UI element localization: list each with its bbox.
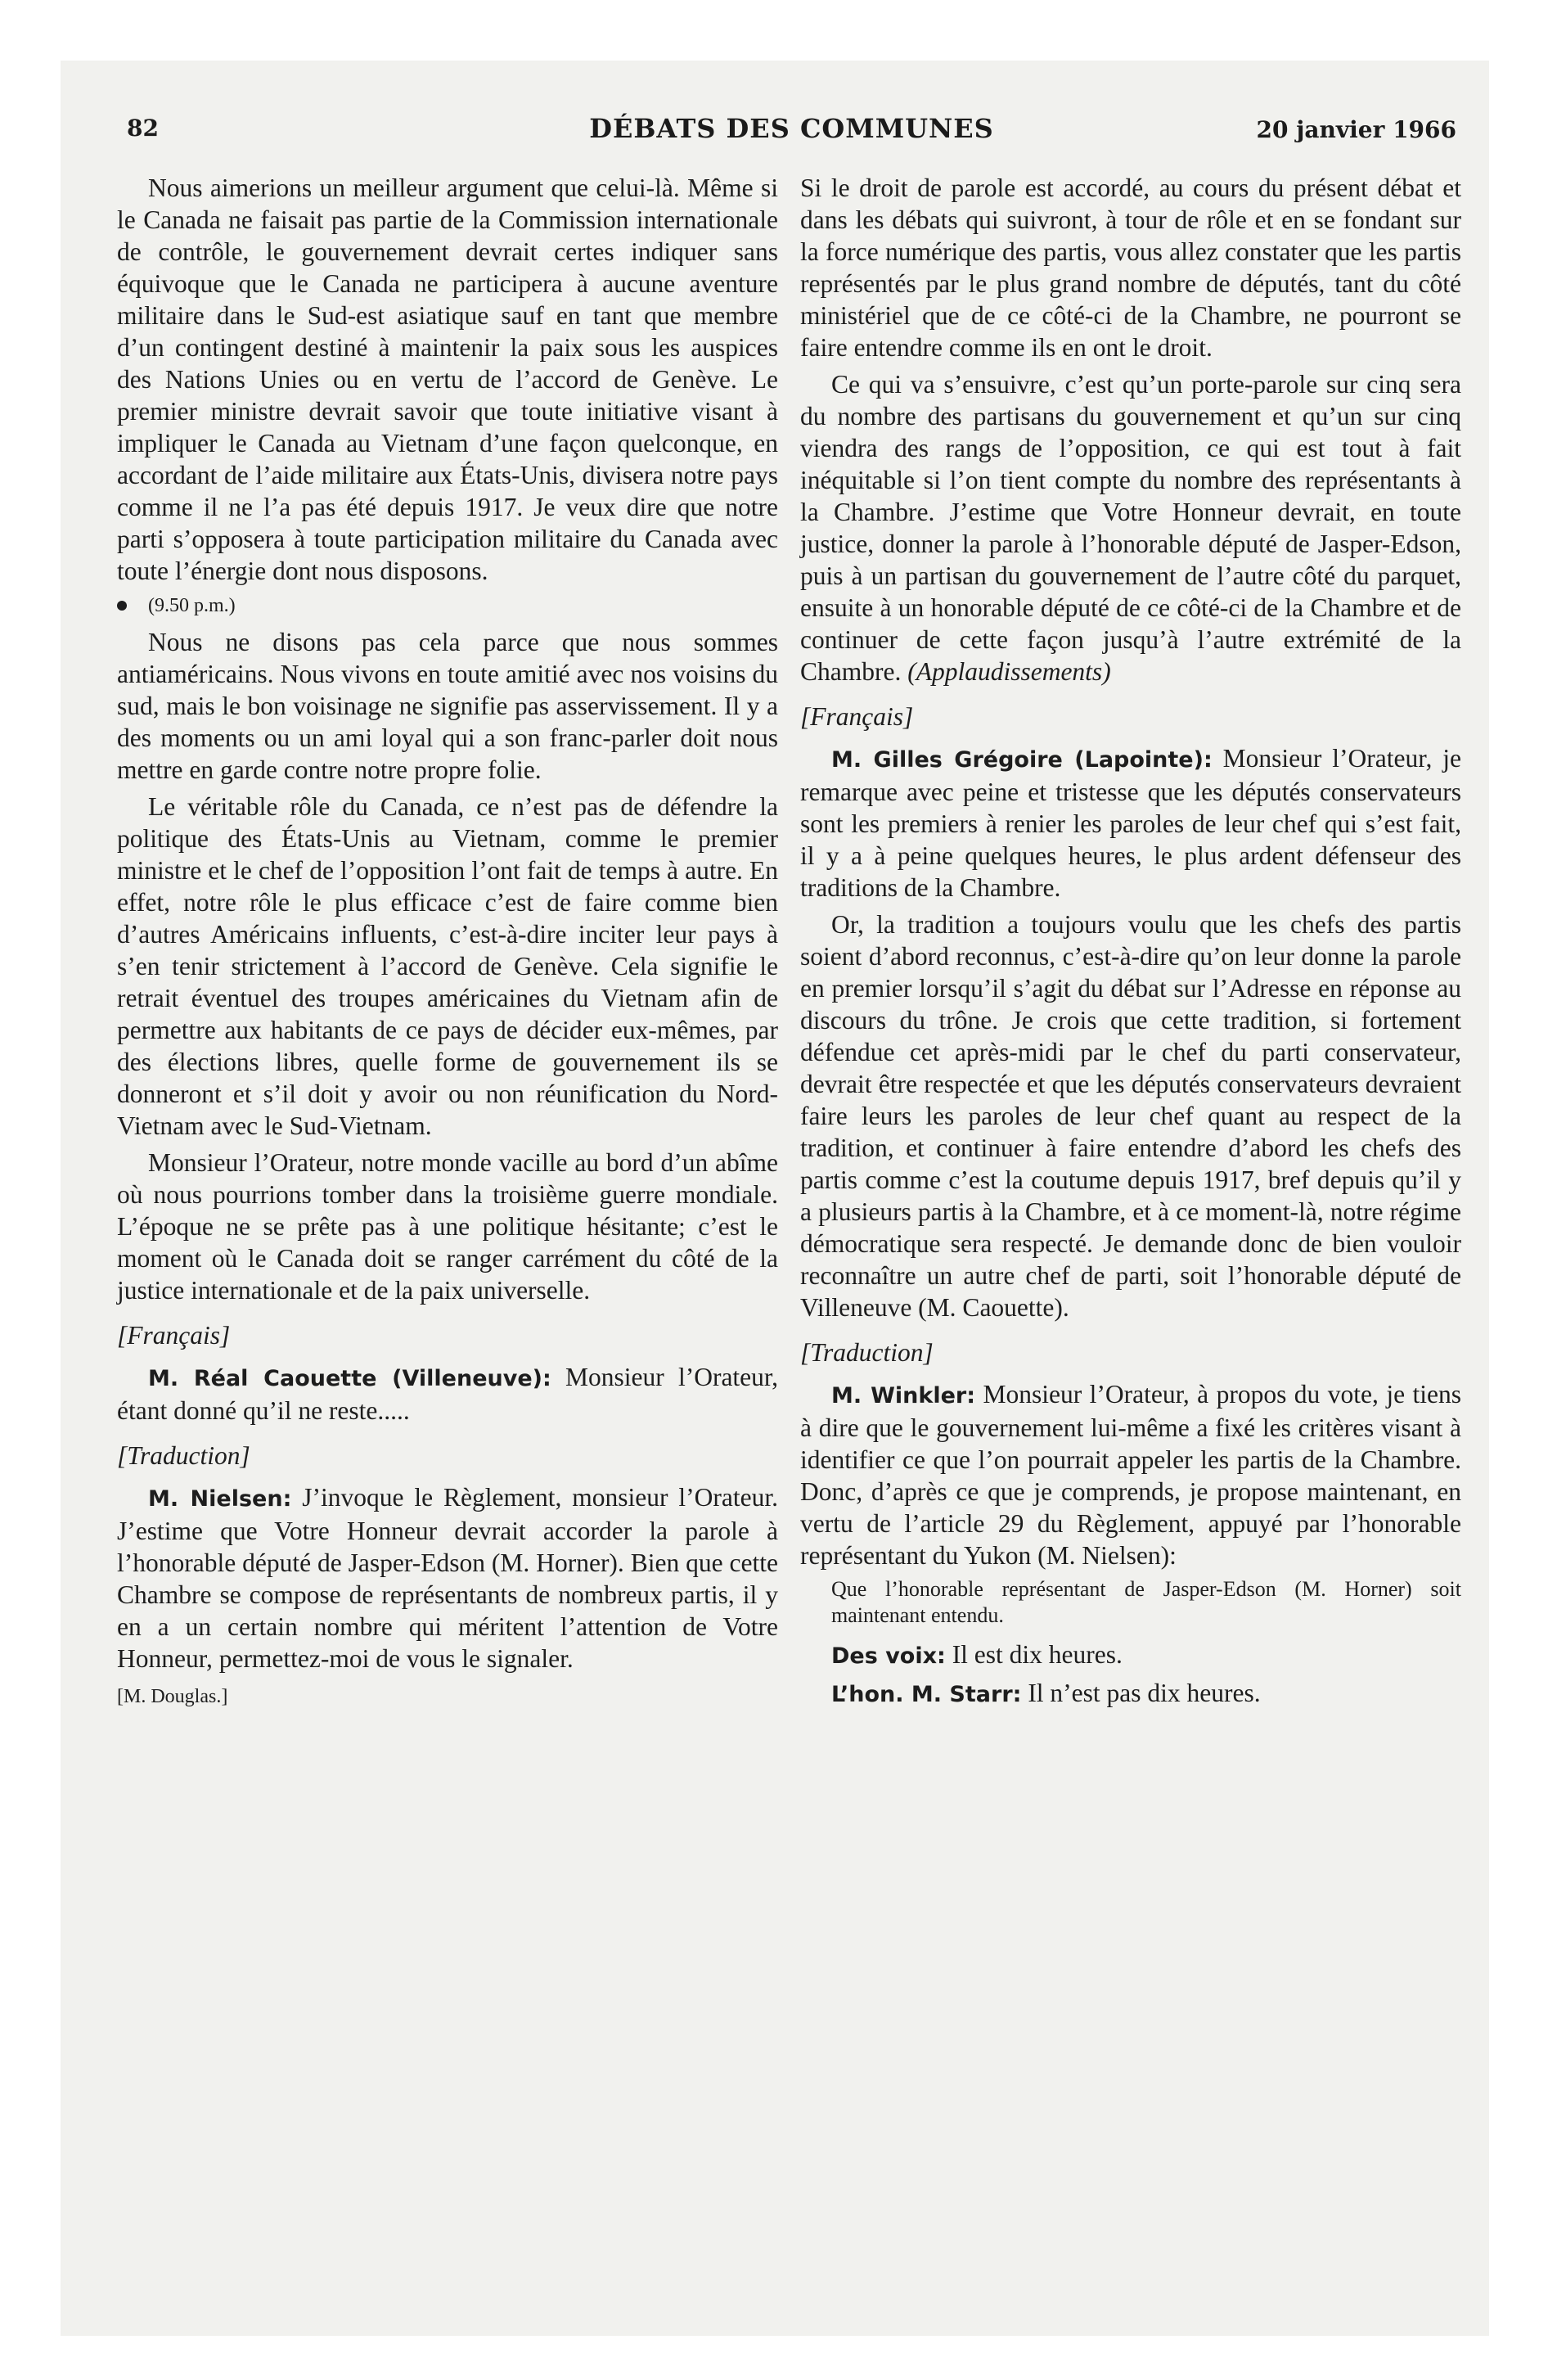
speech-text: Il n’est pas dix heures.: [1028, 1679, 1261, 1707]
paragraph: Nous ne disons pas cela parce que nous sommes antiaméricains. Nous vivons en toute amitié avec nos voisins du sud, mais le bon voisinage ne signifie pas asservissement. Il y a des moments ou un ami loyal qui a son franc-parler doit nous mettre en garde contre notre propre folie.: [117, 628, 778, 784]
paragraph: Le véritable rôle du Canada, ce n’est pas de défendre la politique des États-Unis au Vietnam, comme le premier ministre et le chef de l’opposition l’ont fait de temps à autre. En effet, notre rôle le plus efficace c’est de faire comme bien d’autres Américains influents, c’est-à-dire inciter leur pays à s’en tenir strictement à l’accord de Genève. Cela signifie le retrait éventuel des troupes américaines du Vietnam afin de permettre aux habitants de ce pays de décider eux-mêmes, par des élections libres, quelle forme de gouvernement ils se donneront et s’il doit y avoir ou non réunification du Nord-Vietnam avec le Sud-Vietnam.: [117, 792, 778, 1140]
speech-text: Monsieur l’Orateur, à propos du vote, je tiens à dire que le gouvernement lui-même a fixé les critères visant à identifier ce que l’on pourrait appeler les partis de la Chambre. Donc, d’après ce que je comprends, je propose maintenant, en vertu de l’article 29 du Règlement, appuyé par l’honorable représentant du Yukon (M. Nielsen):: [800, 1380, 1462, 1570]
page-date: 20 janvier 1966: [1256, 116, 1456, 143]
applause-note: (Applaudissements): [907, 657, 1111, 686]
paragraph: [800, 368, 1461, 687]
left-column: [117, 172, 778, 1717]
page-header: [127, 115, 1456, 156]
time-note: [117, 593, 778, 618]
speech: [800, 1639, 1461, 1672]
speaker-name: M. Nielsen:: [148, 1486, 292, 1512]
section-marker: [Français]: [117, 1321, 231, 1350]
speaker-name: M. Winkler:: [831, 1383, 975, 1409]
section-marker: [Traduction]: [117, 1441, 250, 1470]
paragraph: Nous aimerions un meilleur argument que celui-là. Même si le Canada ne faisait pas partie de la Commission internationale de contrôle, le gouvernement devrait certes indiquer sans équivoque que le Canada ne participera à aucune aventure militaire dans le Sud-est asiatique sauf en tant que membre d’un contingent destiné à maintenir la paix sous les auspices des Nations Unies ou en vertu de l’accord de Genève. Le premier ministre devrait savoir que toute initiative visant à impliquer le Canada au Vietnam d’une façon quelconque, en accordant de l’aide militaire aux États-Unis, divisera notre pays comme il ne l’a pas été depuis 1917. Je veux dire que notre parti s’opposera à toute participation militaire du Canada avec toute l’énergie dont nous disposons.: [117, 174, 778, 585]
paragraph: Si le droit de parole est accordé, au cours du présent débat et dans les débats qui suivront, à tour de rôle et en se fondant sur la force numérique des partis, vous allez constater que les partis représentés par le plus grand nombre de députés, tant du côté ministériel que de ce côté-ci de la Chambre, ne pourront se faire entendre comme ils en ont le droit.: [800, 174, 1461, 362]
speaker-name: L’hon. M. Starr:: [831, 1682, 1022, 1707]
section-marker: [Français]: [800, 702, 914, 731]
paragraph-text: Ce qui va s’ensuivre, c’est qu’un porte-parole sur cinq sera du nombre des partisans du gouvernement et qu’un sur cinq viendra des rangs de l’opposition, ce qui est tout à fait inéquitable si l’on tient compte du nombre des représentants à la Chambre. J’estime que Votre Honneur devrait, en toute justice, donner la parole à l’honorable député de Jasper-Edson, puis à un partisan du gouvernement de l’autre côté du parquet, ensuite à un honorable député de ce côté-ci de la Chambre et de continuer de cette façon jusqu’à l’autre extrémité de la Chambre.: [800, 370, 1461, 686]
speech-text: Monsieur l’Orateur, je remarque avec peine et tristesse que les députés conservateurs sont les premiers à renier les paroles de leur chef qui s’est fait, il y a à peine quelques heures, le plus ardent défenseur des traditions de la Chambre.: [800, 744, 1461, 902]
page-title: DÉBATS DES COMMUNES: [589, 113, 994, 144]
page-number: 82: [127, 115, 159, 142]
paragraph: Monsieur l’Orateur, notre monde vacille au bord d’un abîme où nous pourrions tomber dans la troisième guerre mondiale. L’époque ne se prête pas à une politique hésitante; c’est le moment où le Canada doit se ranger carrément du côté de la justice internationale et de la paix universelle.: [117, 1148, 778, 1305]
speaker-name: Des voix:: [831, 1643, 946, 1669]
speech-text: Il est dix heures.: [952, 1640, 1123, 1669]
right-column: [800, 172, 1461, 1715]
speech: [800, 742, 1461, 904]
speech: [800, 1677, 1461, 1711]
section-marker: [Traduction]: [800, 1338, 934, 1367]
time-note-text: (9.50 p.m.): [148, 595, 236, 616]
speech: [117, 1361, 778, 1427]
speech-text: Monsieur l’Orateur, étant donné qu’il ne reste.....: [117, 1363, 779, 1425]
speaker-reference: [M. Douglas.]: [117, 1686, 228, 1707]
speaker-name: M. Réal Caouette (Villeneuve):: [148, 1366, 551, 1391]
bullet-icon: [117, 601, 127, 611]
speech-text: J’invoque le Règlement, monsieur l’Orateur. J’estime que Votre Honneur devrait accorder la parole à l’honorable député de Jasper-Edson (M. Horner). Bien que cette Chambre se compose de représentants de nombreux partis, il y en a un certain nombre qui méritent l’attention de Votre Honneur, permettez-moi de vous le signaler.: [117, 1483, 778, 1673]
motion-quote: Que l’honorable représentant de Jasper-Edson (M. Horner) soit maintenant entendu.: [831, 1577, 1461, 1627]
paragraph: Or, la tradition a toujours voulu que les chefs des partis soient d’abord reconnus, c’est-à-dire qu’on leur donne la parole en premier lorsqu’il s’agit du débat sur l’Adresse en réponse au discours du trône. Je crois que cette tradition, si fortement défendue cet après-midi par le chef du parti conservateur, devrait être respectée et que les députés conservateurs devraient faire leurs les paroles de leur chef quant au respect de la tradition, et continuer à faire entendre d’abord les chefs des partis comme c’est la coutume depuis 1917, bref depuis qu’il y a plusieurs partis à la Chambre, et à ce moment-là, notre régime démocratique sera respecté. Je demande donc de bien vouloir reconnaître un autre chef de parti, soit l’honorable député de Villeneuve (M. Caouette).: [800, 910, 1461, 1322]
speaker-name: M. Gilles Grégoire (Lapointe):: [831, 747, 1213, 773]
speech: [117, 1481, 778, 1675]
speech: [800, 1378, 1461, 1571]
